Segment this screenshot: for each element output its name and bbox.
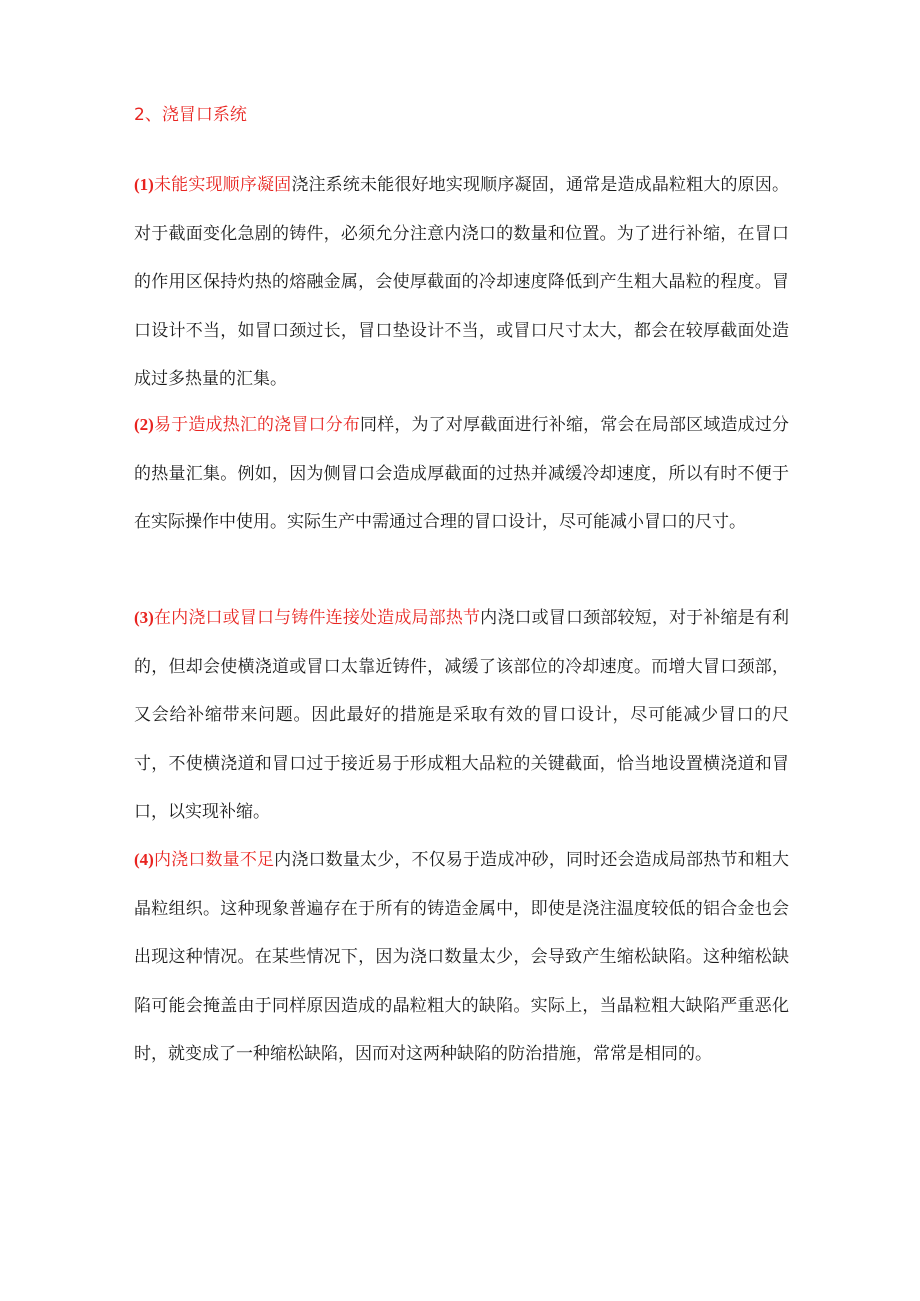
paragraph-1 xyxy=(134,161,789,404)
section-heading: 2、浇冒口系统 xyxy=(134,105,247,125)
item-4-marker: (4) xyxy=(134,850,154,869)
item-2-title: 易于造成热汇的浇冒口分布 xyxy=(153,415,360,435)
item-3-body: 内浇口或冒口颈部较短，对于补缩是有利的，但却会使横浇道或冒口太靠近铸件，减缓了该部位的冷却速度。而增大冒口颈部，又会给补缩带来问题。因此最好的措施是采取有效的冒口设计，尽可能减少冒口的尺寸，不使横浇道和冒口过于接近易于形成粗大品粒的关键截面，恰当地设置横浇道和冒口，以实现补缩。 xyxy=(134,608,790,823)
item-1-title: 未能实现顺序凝固 xyxy=(153,175,292,195)
item-2-body: 同样，为了对厚截面进行补缩，常会在局部区域造成过分的热量汇集。例如，因为侧冒口会造成厚截面的过热并减缓冷却速度，所以有时不便于在实际操作中使用。实际生产中需通过合理的冒口设计，尽可能减小冒口的尺寸。 xyxy=(134,415,790,533)
item-3-title: 在内浇口或冒口与铸件连接处造成局部热节 xyxy=(153,608,481,628)
item-1-body: 浇注系统未能很好地实现顺序凝固，通常是造成晶粒粗大的原因。对于截面变化急剧的铸件，必须允分注意内浇口的数量和位置。为了进行补缩，在冒口的作用区保持灼热的熔融金属，会使厚截面的冷却速度降低到产生粗大晶粒的程度。冒口设计不当，如冒口颈过长，冒口垫设计不当，或冒口尺寸太大，都会在较厚截面处造成过多热量的汇集。 xyxy=(134,175,790,390)
item-4-body: 内浇口数量太少，不仅易于造成冲砂，同时还会造成局部热节和粗大晶粒组织。这种现象普遍存在于所有的铸造金属中，即使是浇注温度较低的铝合金也会出现这种情况。在某些情况下，因为浇口数量太少，会导致产生缩松缺陷。这种缩松缺陷可能会掩盖由于同样原因造成的晶粒粗大的缺陷。实际上，当晶粒粗大缺陷严重恶化时，就变成了一种缩松缺陷，因而对这两种缺陷的防治措施，常常是相同的。 xyxy=(134,850,790,1065)
item-3-marker: (3) xyxy=(134,608,154,627)
paragraph-4 xyxy=(134,836,789,1079)
paragraph-3 xyxy=(134,594,789,837)
paragraph-2 xyxy=(134,401,789,547)
item-2-marker: (2) xyxy=(134,415,154,434)
item-1-marker: (1) xyxy=(134,175,154,194)
item-4-title: 内浇口数量不足 xyxy=(153,850,275,870)
